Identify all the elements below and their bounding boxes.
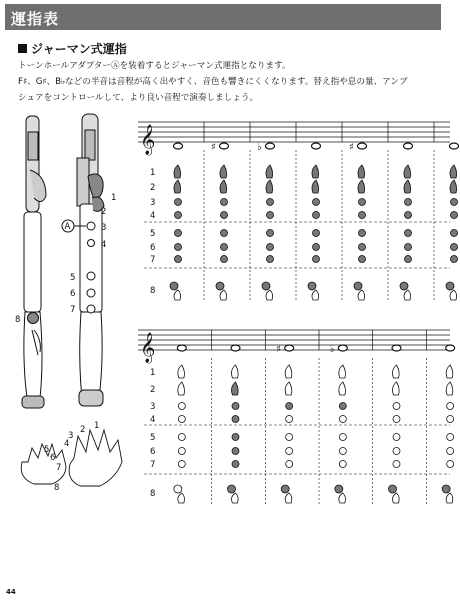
- hole-icon: [405, 199, 412, 206]
- row-number: 7: [150, 255, 156, 265]
- hole-icon: [221, 212, 228, 219]
- hole-icon: [389, 485, 397, 493]
- hole-label-6: 6: [70, 289, 76, 299]
- hole-icon: [178, 434, 185, 441]
- hole-icon: [451, 256, 458, 263]
- hole-icon: [267, 199, 274, 206]
- thumb-hole-icon: [339, 365, 346, 378]
- thumb-hole-icon: [178, 382, 185, 395]
- hole-icon: [175, 212, 182, 219]
- thumb-hole-icon: [358, 180, 365, 193]
- note-head: [285, 345, 294, 351]
- hole-icon: [216, 282, 224, 290]
- page-number: 44: [6, 588, 16, 596]
- hole-icon: [221, 256, 228, 263]
- hole-icon: [447, 403, 454, 410]
- hole-icon: [405, 244, 412, 251]
- hole-icon: [446, 282, 454, 290]
- hole-icon: [228, 485, 236, 493]
- hole-icon: [267, 212, 274, 219]
- finger-label-3: 3: [68, 431, 74, 441]
- hole-icon: [313, 244, 320, 251]
- hole-icon: [359, 244, 366, 251]
- note-head: [338, 345, 347, 351]
- hole-icon: [447, 461, 454, 468]
- hole-icon: [405, 230, 412, 237]
- thumb-hole-icon: [285, 365, 292, 378]
- thumb-hole-icon: [450, 180, 457, 193]
- fingering-chart-2: [138, 330, 460, 505]
- hole-icon: [232, 416, 239, 423]
- note-head: [450, 143, 459, 149]
- thumb-hole-icon: [404, 180, 411, 193]
- thumb-hole-icon: [450, 290, 457, 300]
- thumb-hole-icon: [174, 180, 181, 193]
- hole-icon: [359, 212, 366, 219]
- fingering-chart-1: [138, 122, 460, 302]
- hole-icon: [447, 434, 454, 441]
- hole-label-4: 4: [101, 240, 107, 250]
- note-head: [220, 143, 229, 149]
- body-line-1: トーンホールアダプターⒶを装着するとジャーマン式運指となります。: [18, 61, 291, 71]
- hole-icon: [447, 416, 454, 423]
- hole-icon: [178, 461, 185, 468]
- hole-icon: [175, 199, 182, 206]
- hole-icon: [267, 256, 274, 263]
- hole-icon: [451, 212, 458, 219]
- thumb-hole-icon: [446, 365, 453, 378]
- hole-icon: [286, 448, 293, 455]
- finger-label-4: 4: [64, 439, 70, 449]
- finger-label-2: 2: [80, 425, 86, 435]
- row-number: 1: [150, 168, 156, 178]
- thumb-hole-icon: [285, 493, 292, 503]
- thumb-hole-icon: [404, 290, 411, 300]
- hole-icon: [281, 485, 289, 493]
- note-accidental: ♯: [276, 344, 282, 355]
- row-number: 4: [150, 211, 156, 221]
- thumb-hole-icon: [358, 290, 365, 300]
- hole-icon: [354, 282, 362, 290]
- hole-icon: [267, 230, 274, 237]
- row-number: 3: [150, 198, 156, 208]
- fingering-charts: [138, 122, 460, 505]
- note-head: [446, 345, 455, 351]
- hole-icon: [221, 230, 228, 237]
- note-head: [312, 143, 321, 149]
- hole-icon: [405, 212, 412, 219]
- thumb-hole-icon: [393, 493, 400, 503]
- hole-icon: [359, 230, 366, 237]
- row-number: 1: [150, 368, 156, 378]
- hole-icon: [267, 244, 274, 251]
- hole-label-7: 7: [70, 305, 76, 315]
- hole-icon: [175, 244, 182, 251]
- hole-icon: [170, 282, 178, 290]
- thumb-hole-icon: [174, 290, 181, 300]
- hole-label-3: 3: [101, 223, 107, 233]
- hole-icon: [313, 199, 320, 206]
- note-head: [392, 345, 401, 351]
- row-number: 5: [150, 229, 156, 239]
- hole-icon: [451, 230, 458, 237]
- hole-icon: [232, 461, 239, 468]
- hole-icon: [400, 282, 408, 290]
- row-number: 6: [150, 243, 156, 253]
- page-title: 運指表: [11, 10, 60, 28]
- thumb-hole-icon: [393, 365, 400, 378]
- thumb-hole-icon: [446, 382, 453, 395]
- hole-icon: [313, 256, 320, 263]
- hole-icon: [442, 485, 450, 493]
- finger-label-1: 1: [94, 421, 100, 431]
- thumb-hole-icon: [232, 365, 239, 378]
- hole-icon: [221, 244, 228, 251]
- thumb-hole-icon: [312, 180, 319, 193]
- row-number: 8: [150, 286, 156, 296]
- thumb-hole-icon: [232, 382, 239, 395]
- note-head: [266, 143, 275, 149]
- finger-label-6: 6: [50, 453, 56, 463]
- thumb-hole-icon: [339, 382, 346, 395]
- hole-icon: [393, 461, 400, 468]
- thumb-hole-icon: [312, 165, 319, 178]
- body-line-2: F♯、G♯、B♭などの半音は音程が高く出やすく、音色も響きにくくなります。替え指や息の量、アンブ: [18, 77, 408, 87]
- note-head: [174, 143, 183, 149]
- thumb-hole-icon: [232, 493, 239, 503]
- note-accidental: ♯: [349, 142, 354, 153]
- hole-icon: [286, 416, 293, 423]
- hole-label-2: 2: [101, 207, 107, 217]
- thumb-hole-icon: [220, 290, 227, 300]
- hole-icon: [393, 448, 400, 455]
- finger-label-8: 8: [54, 483, 60, 493]
- thumb-hole-icon: [266, 180, 273, 193]
- treble-clef-icon: 𝄞: [140, 125, 156, 155]
- thumb-hole-icon: [312, 290, 319, 300]
- treble-clef-icon: 𝄞: [140, 333, 156, 363]
- hole-icon: [335, 485, 343, 493]
- hole-icon: [339, 461, 346, 468]
- hole-icon: [286, 434, 293, 441]
- hole-icon: [178, 403, 185, 410]
- thumb-hole-icon: [446, 493, 453, 503]
- hole-icon: [232, 448, 239, 455]
- hole-icon: [339, 434, 346, 441]
- hole-label-1: 1: [111, 193, 117, 203]
- hole-icon: [286, 403, 293, 410]
- hole-icon: [393, 403, 400, 410]
- note-accidental: ♯: [211, 142, 216, 153]
- recorder-side-view: [22, 116, 46, 408]
- row-number: 2: [150, 183, 156, 193]
- thumb-hole-icon: [266, 290, 273, 300]
- thumb-hole-icon: [285, 382, 292, 395]
- note-head: [358, 143, 367, 149]
- hole-icon: [174, 485, 182, 493]
- hole-icon: [178, 416, 185, 423]
- note-head: [177, 345, 186, 351]
- adapter-mark: A: [64, 222, 71, 232]
- thumb-hole-icon: [404, 165, 411, 178]
- hole-icon: [451, 199, 458, 206]
- note-accidental: ♭: [257, 142, 262, 153]
- row-number: 2: [150, 385, 156, 395]
- hole-icon: [405, 256, 412, 263]
- row-number: 7: [150, 460, 156, 470]
- hole-icon: [339, 403, 346, 410]
- hole-icon: [232, 434, 239, 441]
- note-accidental: ♭: [329, 344, 335, 355]
- note-head: [404, 143, 413, 149]
- thumb-hole-icon: [358, 165, 365, 178]
- thumb-hole-icon: [393, 382, 400, 395]
- hole-icon: [178, 448, 185, 455]
- hole-icon: [262, 282, 270, 290]
- finger-label-5: 5: [44, 445, 50, 455]
- recorder-front-view: [77, 114, 107, 406]
- thumb-hole-icon: [339, 493, 346, 503]
- thumb-hole-icon: [174, 165, 181, 178]
- body-line-3: シュアをコントロールして、より良い音程で演奏しましょう。: [18, 93, 259, 103]
- finger-label-7: 7: [56, 463, 62, 473]
- hole-icon: [308, 282, 316, 290]
- thumb-hole-icon: [220, 165, 227, 178]
- thumb-hole-icon: [178, 493, 185, 503]
- hole-icon: [313, 230, 320, 237]
- row-number: 6: [150, 447, 156, 457]
- hole-icon: [359, 256, 366, 263]
- hole-icon: [232, 403, 239, 410]
- row-number: 8: [150, 489, 156, 499]
- row-number: 4: [150, 415, 156, 425]
- hole-icon: [175, 256, 182, 263]
- hole-icon: [175, 230, 182, 237]
- row-number: 5: [150, 433, 156, 443]
- note-head: [231, 345, 240, 351]
- hole-label-5: 5: [70, 273, 76, 283]
- hole-icon: [313, 212, 320, 219]
- hole-icon: [447, 448, 454, 455]
- thumb-hole-icon: [178, 365, 185, 378]
- hole-icon: [286, 461, 293, 468]
- hole-icon: [359, 199, 366, 206]
- section-heading-text: ジャーマン式運指: [31, 42, 127, 56]
- thumb-hole-icon: [266, 165, 273, 178]
- side-hole-label: 8: [15, 315, 21, 325]
- hole-icon: [221, 199, 228, 206]
- hole-icon: [393, 416, 400, 423]
- hole-icon: [339, 448, 346, 455]
- thumb-hole-icon: [220, 180, 227, 193]
- thumb-hole-icon: [450, 165, 457, 178]
- row-number: 3: [150, 402, 156, 412]
- hole-icon: [451, 244, 458, 251]
- hole-icon: [393, 434, 400, 441]
- hole-icon: [339, 416, 346, 423]
